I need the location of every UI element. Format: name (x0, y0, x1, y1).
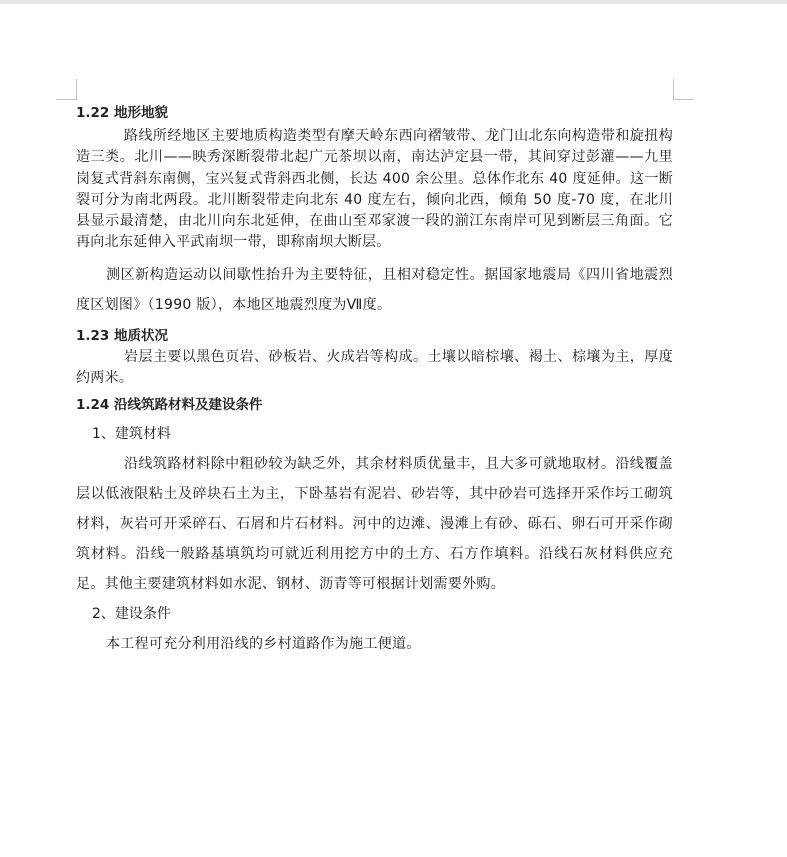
section-heading-1-23: 1.23 地质状况 (76, 327, 169, 344)
paragraph-terrain: 路线所经地区主要地质构造类型有摩天岭东西向褶皱带、龙门山北东向构造带和旋扭构造三类。北川——映秀深断裂带北起广元茶坝以南，南达泸定县一带，其间穿过彭灌——九里岗复式背斜东南侧，宝兴复式背斜西北侧，长达 400 余公里。总体作北东 40 度延伸。这一断裂可分为南北两段。北川断裂带走向北东 40 度左右，倾向北西，倾角 50 度-70 度，在北川县显示最清楚，由北川向东北延伸，在曲山至邓家渡一段的湔江东南岸可见到断层三角面。它再向北东延伸入平武南坝一带，即称南坝大断层。 (76, 128, 673, 251)
section-heading-1-22: 1.22 地形地貌 (76, 105, 169, 121)
paragraph-neotectonics: 测区新构造运动以间歇性抬升为主要特征，且相对稳定性。据国家地震局《四川省地震烈度区划图》（1990 版），本地区地震烈度为Ⅶ度。 (76, 266, 673, 313)
paragraph-geology: 岩层主要以黑色页岩、砂板岩、火成岩等构成。土壤以暗棕壤、褐土、棕壤为主，厚度约两米。 (76, 348, 673, 387)
section-heading-1-24: 1.24 沿线筑路材料及建设条件 (76, 397, 263, 414)
paragraph-building-materials: 沿线筑路材料除中粗砂较为缺乏外，其余材料质优量丰，且大多可就地取材。沿线覆盖层以低液限粘土及碎块石土为主，下卧基岩有泥岩、砂岩等，其中砂岩可选择开采作圬工砌筑材料，灰岩可开采碎石、石屑和片石材料。河中的边滩、漫滩上有砂、砾石、卵石可开采作砌筑材料。沿线一般路基填筑均可就近利用挖方中的土方、石方作填料。沿线石灰材料供应充足。其他主要建筑材料如水泥、钢材、沥青等可根据计划需要外购。 (76, 456, 673, 593)
document-body[interactable] (76, 103, 673, 659)
margin-corner-mark-left (56, 79, 77, 100)
margin-corner-mark-right (673, 79, 694, 100)
subheading-construction-conditions: 2、建设条件 (92, 606, 171, 623)
subheading-building-materials: 1、建筑材料 (92, 426, 171, 443)
paragraph-construction-conditions: 本工程可充分利用沿线的乡村道路作为施工便道。 (106, 636, 421, 653)
